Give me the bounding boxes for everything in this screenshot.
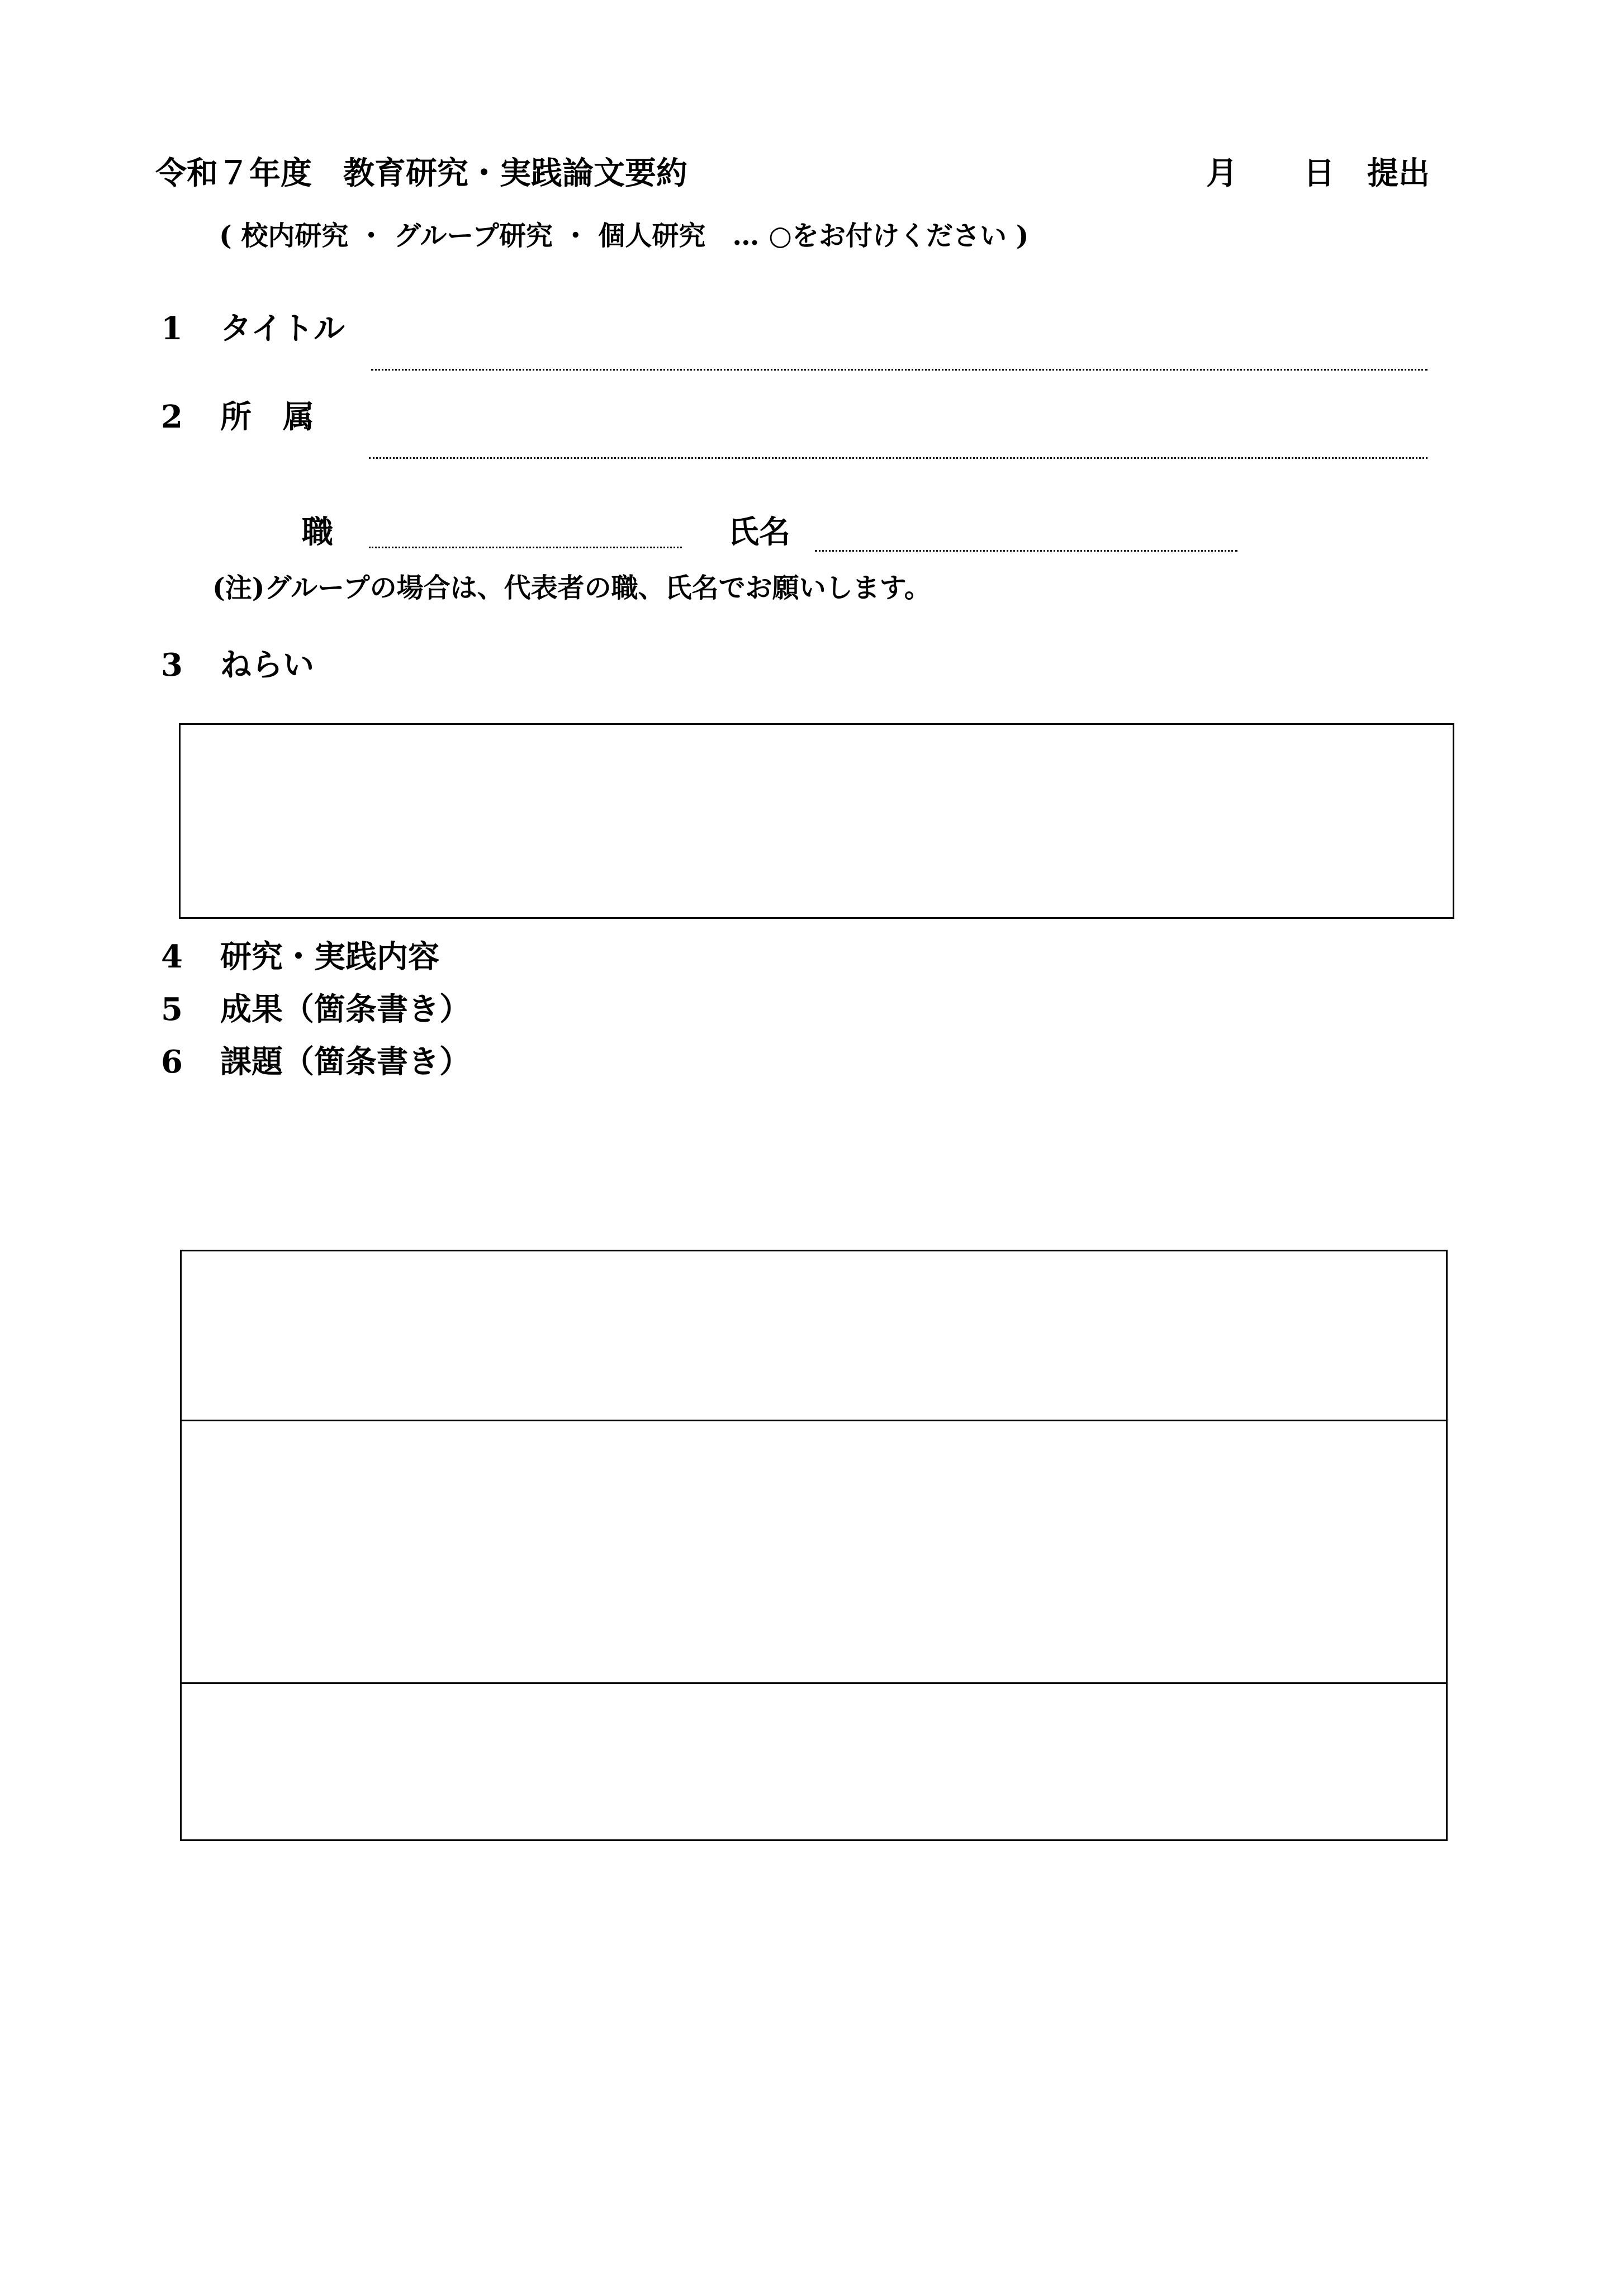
research-type-note: ( 校内研究 ・ グループ研究 ・ 個人研究 … ○をお付けください ): [219, 220, 1029, 252]
title-input-line[interactable]: [371, 369, 1427, 371]
issues-input-area[interactable]: [182, 1684, 1446, 1839]
group-note: (注)グループの場合は、代表者の職、氏名でお願いします。: [212, 572, 931, 604]
results-number: 5: [161, 991, 183, 1028]
position-input-line[interactable]: [369, 547, 682, 548]
position-label: 職: [302, 514, 333, 551]
aim-number: 3: [161, 647, 183, 684]
document-title: 令和７年度 教育研究・実践論文要約: [155, 155, 687, 192]
submit-label: 提出: [1367, 155, 1430, 192]
aim-label: ねらい: [220, 647, 314, 684]
affiliation-number: 2: [161, 399, 183, 435]
issues-label: 課題（箇条書き）: [220, 1043, 471, 1080]
issues-number: 6: [161, 1043, 183, 1080]
results-input-area[interactable]: [182, 1421, 1446, 1681]
affiliation-label: 所 属: [220, 399, 314, 435]
title-number: 1: [161, 310, 183, 347]
content-number: 4: [161, 938, 183, 975]
aim-input-box[interactable]: [179, 723, 1454, 919]
affiliation-input-line[interactable]: [369, 457, 1427, 459]
results-label: 成果（箇条書き）: [220, 991, 471, 1028]
content-label: 研究・実践内容: [220, 938, 439, 975]
name-label: 氏名: [728, 514, 790, 551]
name-input-line[interactable]: [815, 550, 1237, 552]
day-label: 日: [1303, 155, 1335, 192]
title-label: タイトル: [220, 310, 345, 347]
month-label: 月: [1206, 155, 1237, 192]
